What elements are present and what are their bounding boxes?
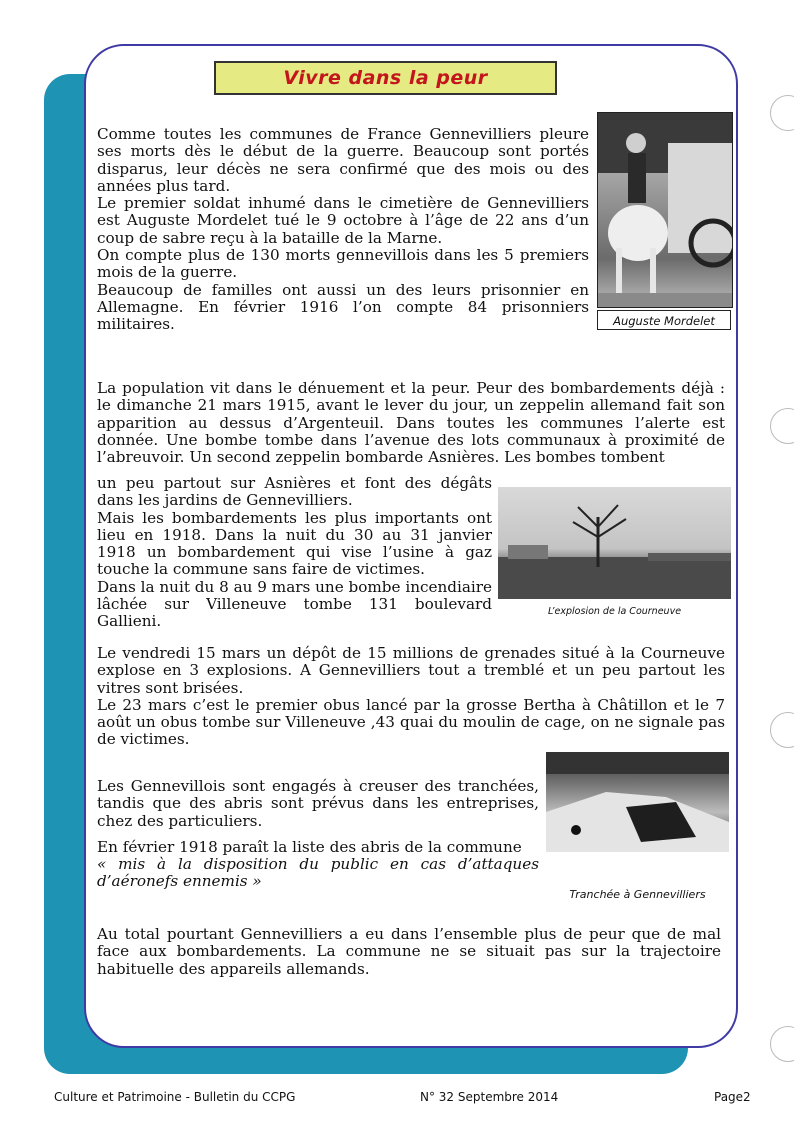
trench-text	[97, 778, 539, 891]
conclusion-text: Au total pourtant Gennevilliers a eu dans l’ensemble plus de peur que de mal face aux bombardements. La commune ne se situait pas sur la trajectoire habituelle des appareils allemands.	[97, 925, 721, 978]
horse-rider-illustration	[598, 113, 732, 307]
paragraph: un peu partout sur Asnières et font des dégâts dans les jardins de Gennevilliers.	[97, 474, 492, 510]
quote: « mis à la disposition du public en cas d’attaques d’aéronefs ennemis »	[97, 855, 539, 891]
paragraph: Le vendredi 15 mars un dépôt de 15 millions de grenades situé à la Courneuve explose en 3 explosions. A Gennevilliers tout a tremblé et un peu partout les vitres sont brisées.	[97, 644, 725, 697]
paragraph: Le premier soldat inhumé dans le cimetière de Gennevilliers est Auguste Mordelet tué le 9 octobre à l’âge de 22 ans d’un coup de sabre reçu à la bataille de la Marne.	[97, 194, 589, 247]
paragraph: Le 23 mars c’est le premier obus lancé par la grosse Bertha à Châtillon et le 7 août un obus tombe sur Villeneuve ,43 quai du moulin de cage, on ne signale pas de victimes.	[97, 695, 725, 749]
paragraph: On compte plus de 130 morts gennevillois dans les 5 premiers mois de la guerre.	[97, 246, 589, 282]
bombing-wrap-text	[97, 475, 492, 631]
caption-photo-1: Auguste Mordelet	[597, 310, 731, 330]
paragraph: Comme toutes les communes de France Gennevilliers pleure ses morts dès le début de la guerre. Beaucoup sont portés disparus, leur décès ne sera confirmé que des mois ou des années plus tard.	[97, 125, 589, 195]
punch-hole	[770, 712, 794, 748]
bombing-intro-text: La population vit dans le dénuement et la peur. Peur des bombardements déjà : le dimanche 21 mars 1915, avant le lever du jour, un zeppelin allemand fait son apparition au dessus d’Argenteuil. Dans toutes les communes l’alerte est donnée. Une bombe tombe dans l’avenue des lots communaux à proximité de l’abreuvoir. Un second zeppelin bombarde Asnières. Les bombes tombent	[97, 379, 725, 467]
trench-illustration	[546, 752, 729, 852]
paragraph: En février 1918 paraît la liste des abris de la commune	[97, 837, 522, 856]
page-title: Vivre dans la peur	[214, 61, 557, 95]
footer-page-number: Page2	[714, 1090, 751, 1104]
paragraph: Beaucoup de familles ont aussi un des leurs prisonnier en Allemagne. En février 1916 l’on compte 84 prisonniers militaires.	[97, 280, 589, 334]
punch-hole	[770, 1026, 794, 1062]
paragraph: Dans la nuit du 8 au 9 mars une bombe incendiaire lâchée sur Villeneuve tombe 131 boulevard Gallieni.	[97, 577, 492, 631]
landscape-illustration	[498, 487, 731, 599]
photo-auguste-mordelet	[597, 112, 733, 308]
punch-hole	[770, 95, 794, 131]
footer-issue: N° 32 Septembre 2014	[420, 1090, 559, 1104]
photo-tranchee	[546, 752, 729, 852]
bombing-full-text	[97, 645, 725, 749]
paragraph: Mais les bombardements les plus importants ont lieu en 1918. Dans la nuit du 30 au 31 janvier 1918 un bombardement qui vise l’usine à gaz touche la commune sans faire de victimes.	[97, 508, 492, 579]
intro-text	[97, 126, 589, 334]
caption-photo-2: L’explosion de la Courneuve	[547, 606, 682, 617]
caption-photo-3: Tranchée à Gennevilliers	[569, 888, 706, 901]
punch-hole	[770, 408, 794, 444]
paragraph: Les Gennevillois sont engagés à creuser des tranchées, tandis que des abris sont prévus dans les entreprises, chez des particuliers.	[97, 777, 539, 830]
photo-explosion-courneuve	[498, 487, 731, 599]
footer-publication: Culture et Patrimoine - Bulletin du CCPG	[54, 1090, 296, 1104]
